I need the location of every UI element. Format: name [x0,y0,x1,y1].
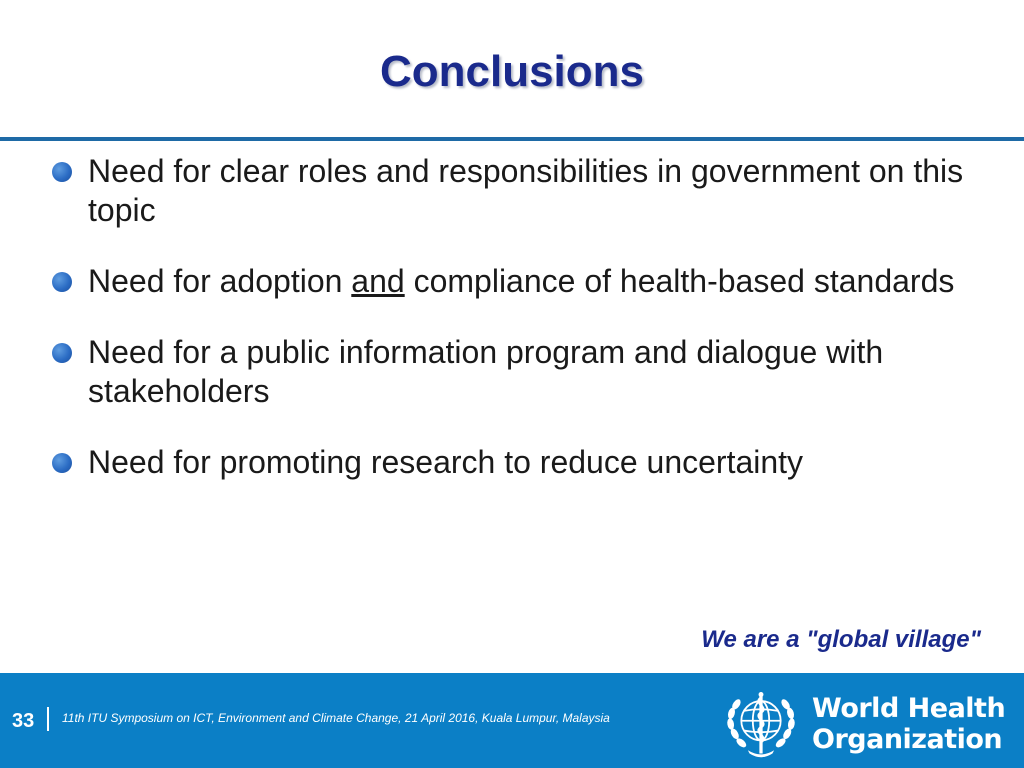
slide-title: Conclusions [379,47,645,96]
page-number-divider [47,707,49,731]
bullet-text-end: compliance of health-based standards [404,263,955,299]
bullet-dot-icon [52,453,72,473]
bullet-dot-icon [52,272,72,292]
bullet-text: Need for a public information program and dialogue with stakeholders [88,334,884,409]
bullet-item [52,443,992,482]
bullet-text: Need for clear roles and responsibilities in government on this topic [88,153,964,228]
page-number: 33 [12,710,35,732]
who-emblem-icon [720,683,802,765]
footer-band [0,673,1024,768]
bullet-item [52,262,992,301]
bullet-dot-icon [52,162,72,182]
tagline: We are a "global village" [701,626,981,653]
bullet-text: Need for promoting research to reduce uncertainty [88,444,804,480]
footer-event-text: 11th ITU Symposium on ICT, Environment and Climate Change, 21 April 2016, Kuala Lumpur, Malaysia [62,711,610,725]
title-divider [0,137,1024,141]
bullet-item [52,152,992,230]
who-wordmark-line1: World Health [812,693,1006,724]
bullet-item [52,333,992,411]
who-wordmark [812,693,1005,755]
conclusions-list [52,152,992,514]
who-wordmark-line2: Organization [812,724,1003,755]
bullet-text-underlined: and [351,263,405,299]
bullet-text-start: Need for adoption [88,263,352,299]
bullet-dot-icon [52,343,72,363]
